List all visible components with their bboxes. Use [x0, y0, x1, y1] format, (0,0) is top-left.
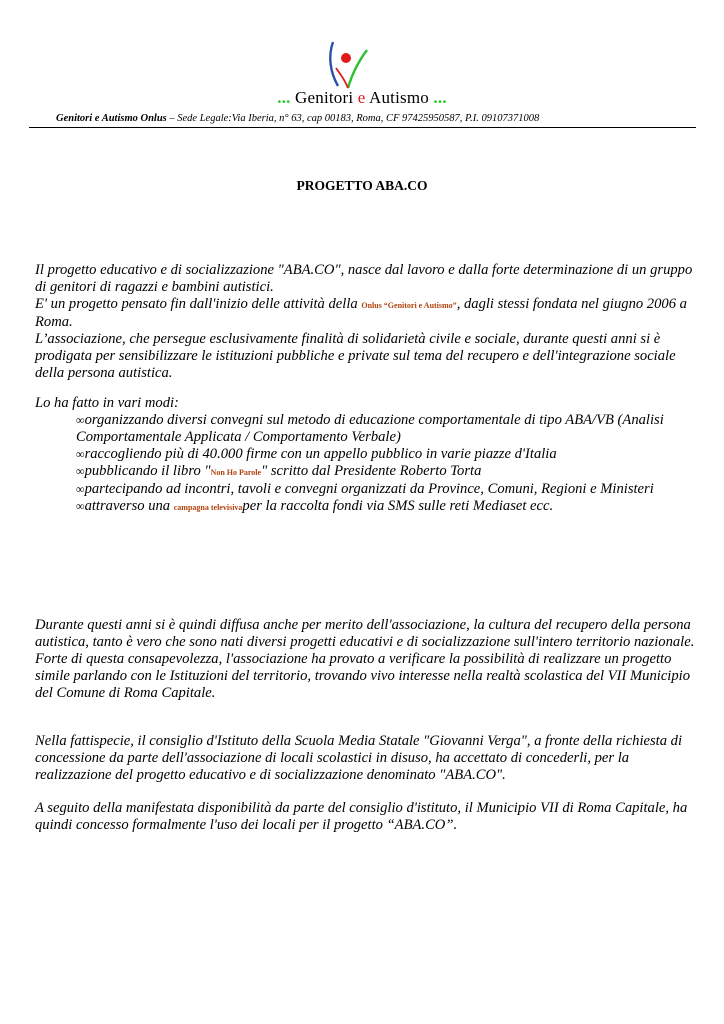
modes-intro: Lo ha fatto in vari modi: [35, 395, 179, 411]
list-item [76, 412, 700, 446]
intro-paragraph [35, 262, 700, 382]
school-paragraph [35, 733, 700, 784]
book-title-link: Non Ho Parole [210, 468, 262, 477]
org-address: – Sede Legale:Via Iberia, n° 63, cap 00183, Roma, CF 97425950587, P.I. 09107371008 [166, 113, 540, 124]
tv-campaign-link: campagna televisiva [173, 503, 243, 512]
header-divider [29, 127, 696, 128]
brand-word-autismo: Autismo [369, 88, 429, 107]
list-item-text-end: " scritto dal Presidente Roberto Torta [261, 463, 482, 479]
brand-name [0, 88, 724, 108]
brand-word-genitori: Genitori [295, 88, 354, 107]
intro-sentence-1: Il progetto educativo e di socializzazione "ABA.CO", nasce dal lavoro e dalla forte determinazione di un gruppo di genitori di ragazzi e bambini autistici. [35, 262, 693, 295]
list-item [76, 481, 700, 498]
intro-sentence-2-start: E' un progetto pensato fin dall'inizio delle attività della [35, 296, 362, 312]
culture-paragraph [35, 617, 700, 702]
intro-sentence-2 [35, 296, 700, 331]
list-item [76, 446, 700, 463]
list-item-text-end: per la raccolta fondi via SMS sulle reti Mediaset ecc. [242, 498, 554, 514]
brand-dots-right: ... [433, 88, 447, 107]
bullet-icon: ∞ [76, 447, 85, 461]
list-item-text: raccogliendo più di 40.000 firme con un appello pubblico in varie piazze d'Italia [84, 446, 557, 462]
legal-info [56, 113, 696, 124]
list-item-text: organizzando diversi convegni sul metodo di educazione comportamentale di tipo ABA/VB (Analisi Comportamentale Applicata / Comportamento Verbale) [76, 412, 664, 445]
list-item-text: pubblicando il libro " [84, 463, 211, 479]
letterhead [0, 0, 724, 124]
culture-sentence-2: Forte di questa consapevolezza, l'associazione ha provato a verificare la possibilità di realizzare un progetto simile parlando con le Istituzioni del territorio, trovando vivo interesse nella realtà scolastica del VII Municipio del Comune di Roma Capitale. [35, 651, 691, 701]
modes-section [35, 395, 700, 516]
intro-sentence-2-end: , dagli stessi fondata nel giugno 2006 a Roma. [35, 296, 687, 330]
page-title: PROGETTO ABA.CO [296, 178, 428, 193]
brand-dots-left: ... [277, 88, 291, 107]
culture-sentence-1: Durante questi anni si è quindi diffusa anche per merito dell'associazione, la cultura del recupero della persona autistica, tanto è vero che sono nati diversi progetti educativi e di socializzazione sull'intero territorio nazionale. [35, 617, 695, 650]
list-item [76, 463, 700, 481]
org-name: Genitori e Autismo Onlus [56, 113, 167, 124]
onlus-name-link: Onlus “Genitori e Autismo” [361, 301, 457, 310]
modes-list [35, 412, 700, 516]
bullet-icon: ∞ [76, 482, 85, 496]
bullet-icon: ∞ [76, 413, 85, 427]
association-logo-icon [322, 38, 372, 92]
brand-word-e: e [357, 88, 366, 107]
municipality-paragraph [35, 800, 700, 834]
municipality-text: A seguito della manifestata disponibilità da parte del consiglio d'istituto, il Municipio VII di Roma Capitale, ha quindi concesso formalmente l'uso dei locali per il progetto “ABA.CO”. [35, 800, 688, 833]
list-item [76, 498, 700, 516]
list-item-text: partecipando ad incontri, tavoli e convegni organizzati da Province, Comuni, Regioni e Ministeri [84, 481, 654, 497]
bullet-icon: ∞ [76, 464, 85, 478]
intro-sentence-3: L’associazione, che persegue esclusivamente finalità di solidarietà civile e sociale, durante questi anni si è prodigata per sensibilizzare le istituzioni pubbliche e private sul tema del recupero e dell'integrazione sociale della persona autistica. [35, 331, 676, 381]
bullet-icon: ∞ [76, 499, 85, 513]
school-text: Nella fattispecie, il consiglio d'Istituto della Scuola Media Statale "Giovanni Verga", a fronte della richiesta di concessione da parte dell'associazione di locali scolastici in disuso, ha accettato di concederli, per la realizzazione del progetto educativo e di socializzazione denominato "ABA.CO". [35, 733, 683, 783]
list-item-text: attraverso una [84, 498, 174, 514]
